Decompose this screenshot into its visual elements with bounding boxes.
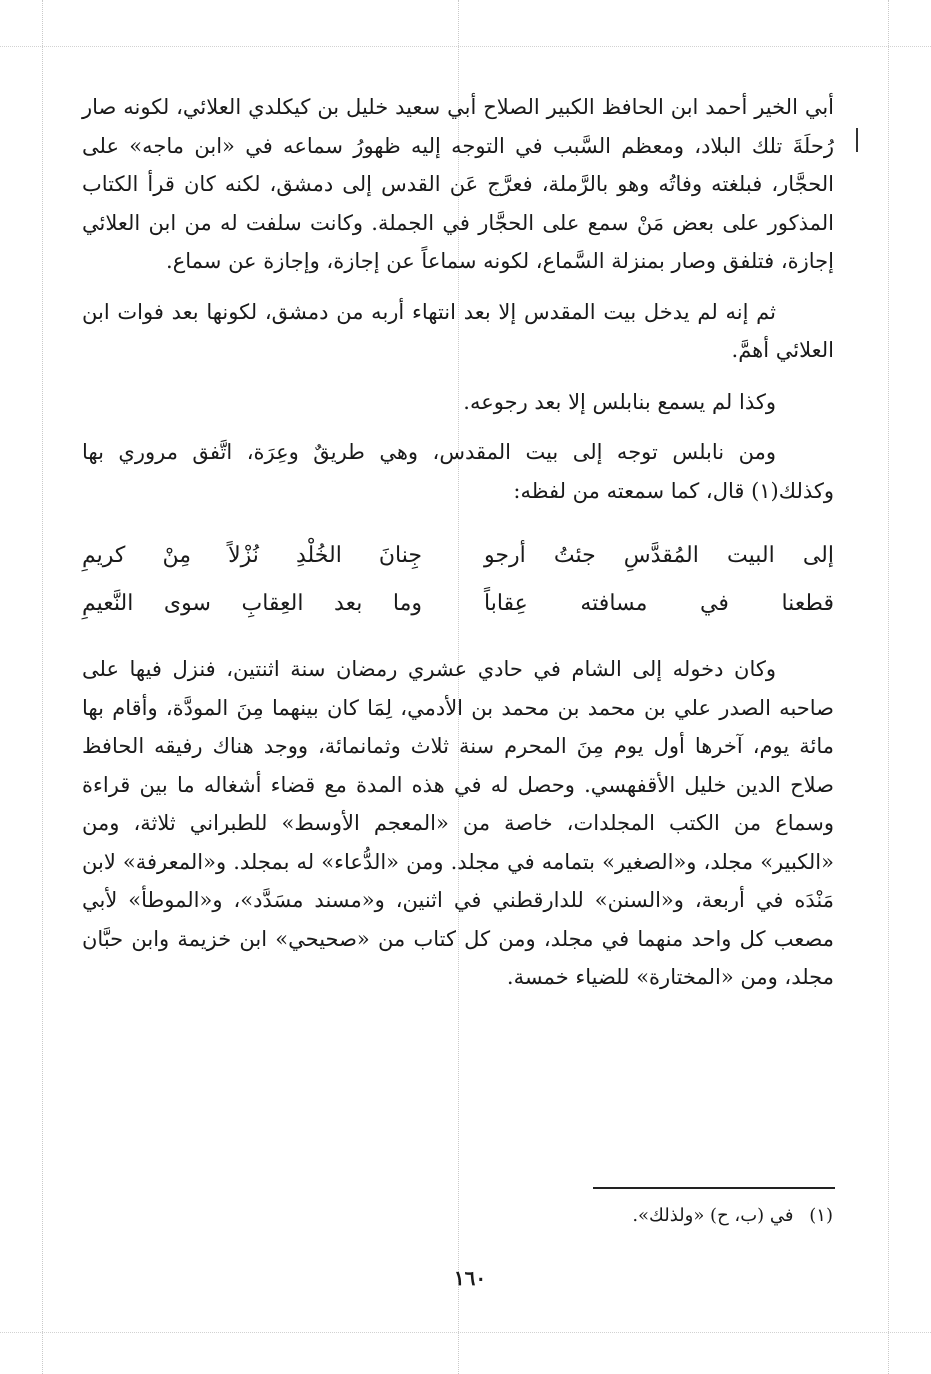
paragraph: ومن نابلس توجه إلى بيت المقدس، وهي طريقٌ وعِرَة، اتَّفق مروري بها وكذلك(١) قال، كما سمعته من لفظه: <box>82 440 834 503</box>
main-text <box>82 88 834 997</box>
verse-second-hemistich: وما بعد العِقابِ سوى النَّعيمِ <box>82 591 422 616</box>
paragraph: وكذا لم يسمع بنابلس إلا بعد رجوعه. <box>463 389 776 414</box>
poem-verse <box>82 532 834 580</box>
margin-mark <box>856 128 858 152</box>
verse-second-hemistich: جِنانَ الخُلْدِ نُزْلاً مِنْ كريمِ <box>82 543 422 568</box>
page-number: ١٦٠ <box>453 1266 487 1290</box>
scan-guide-line <box>0 1332 931 1333</box>
footnote-number: (١) <box>809 1205 833 1226</box>
scan-guide-line <box>42 0 43 1374</box>
poem <box>82 532 834 628</box>
poem-verse <box>82 580 834 628</box>
footnote-text: في (ب، ح) «ولذلك». <box>632 1205 794 1226</box>
verse-first-hemistich: قطعنا في مسافته عِقاباً <box>484 591 834 616</box>
paragraph: ثم إنه لم يدخل بيت المقدس إلا بعد انتهاء أربه من دمشق، لكونها بعد فوات ابن العلائي أهمَّ. <box>82 299 834 362</box>
paragraph: وكان دخوله إلى الشام في حادي عشري رمضان سنة اثنتين، فنزل فيها على صاحبه الصدر علي بن محمد بن محمد بن الأدمي، لِمَا كان بينهما مِنَ المودَّة، وأقام بها مائة يوم، آخرها أول يوم مِنَ المحرم سنة ثلاث وثمانمائة، ووجد هناك رفيقه الحافظ صلاح الدين خليل الأقفهسي. وحصل له في هذه المدة مع قضاء أشغاله ما بين قراءة وسماع من الكتب المجلدات، خاصة من «المعجم الأوسط» للطبراني ثلاثة، ومن «الكبير» مجلد، و«الصغير» بتمامه في مجلد. ومن «الدُّعاء» له بمجلد. و«المعرفة» لابن مَنْدَه في أربعة، و«السنن» للدارقطني في اثنين، و«مسند مسَدَّد»، و«الموطأ» لأبي مصعب كل واحد منهما في مجلد، ومن كل كتاب من «صحيحي» ابن خزيمة وابن حبَّان مجلد، ومن «المختارة» للضياء خمسة. <box>82 657 834 989</box>
footnote <box>500 1202 833 1230</box>
scan-guide-line <box>888 0 889 1374</box>
verse-first-hemistich: إلى البيت المُقدَّسِ جئتُ أرجو <box>484 543 834 568</box>
footnote-separator <box>593 1187 835 1189</box>
paragraph: أبي الخير أحمد ابن الحافظ الكبير الصلاح أبي سعيد خليل بن كيكلدي العلائي، لكونه صار رُحلَةَ تلك البلاد، ومعظم السَّبب في التوجه إليه ظهورُ سماعه في «ابن ماجه» على الحجَّار، فبلغته وفاتُه وهو بالرَّملة، فعرَّج عَن القدس إلى دمشق، لكنه كان قرأ الكتاب المذكور على بعض مَنْ سمع على الحجَّار في الجملة. وكانت سلفت له من ابن العلائي إجازة، فتلفق وصار بمنزلة السَّماع، لكونه سماعاً عن إجازة، وإجازة عن سماع. <box>82 95 834 273</box>
scan-guide-line <box>0 46 931 47</box>
